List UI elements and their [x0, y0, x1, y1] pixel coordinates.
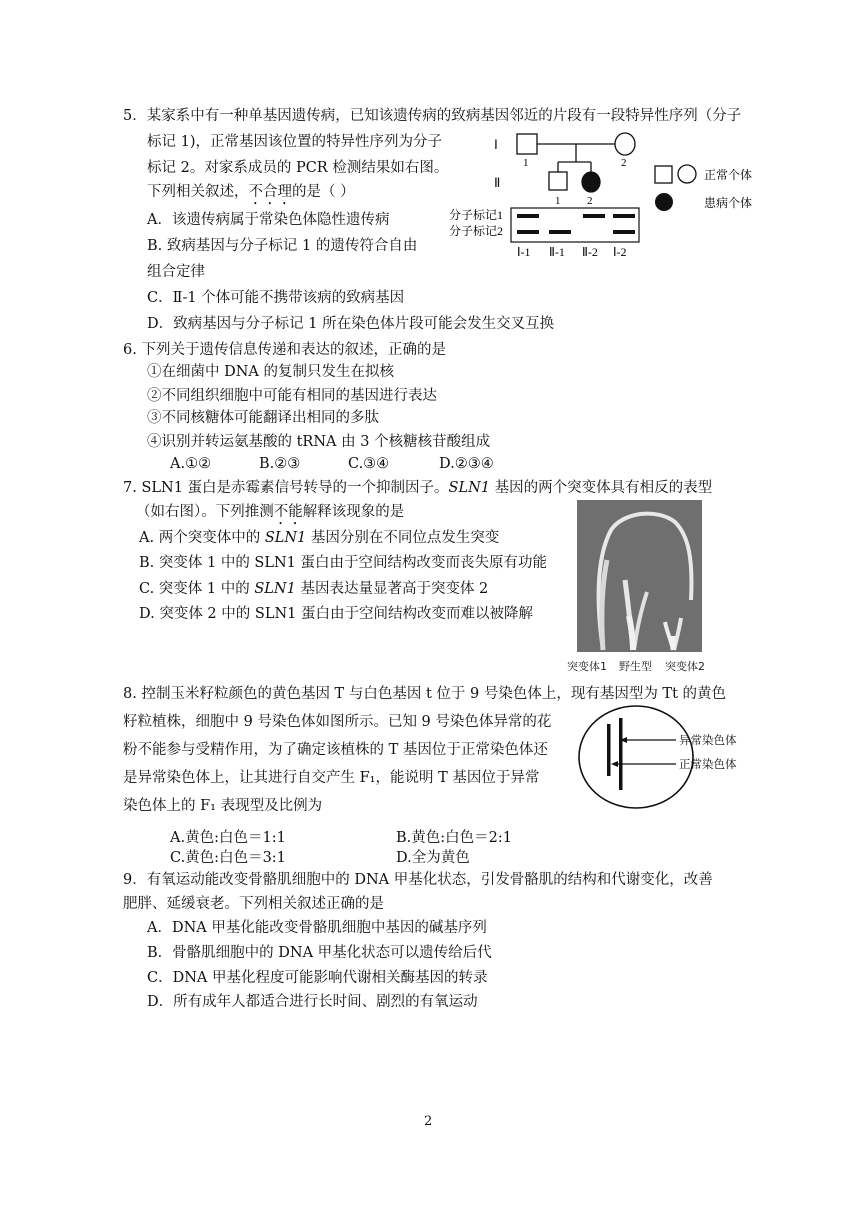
cell-circle	[579, 706, 693, 808]
q9-option-a: A．DNA 甲基化能改变骨骼肌细胞中基因的碱基序列	[147, 920, 487, 936]
q6-statement-4: ④识别并转运氨基酸的 tRNA 由 3 个核糖核苷酸组成	[147, 434, 491, 450]
q7-option-a: A. 两个突变体中的 SLN1 基因分别在不同位点发生突变	[139, 530, 500, 546]
lane-label: Ⅱ-2	[582, 245, 598, 259]
q8-option-b: B.黄色:白色＝2:1	[396, 830, 512, 846]
q8-stem-line2: 籽粒植株，细胞中 9 号染色体如图所示。已知 9 号染色体异常的花	[123, 714, 552, 730]
q7-option-c: C. 突变体 1 中的 SLN1 基因表达量显著高于突变体 2	[139, 581, 489, 597]
photo-label-wildtype: 野生型	[619, 660, 652, 673]
q5-option-b-line1: B. 致病基因与分子标记 1 的遗传符合自由	[147, 238, 418, 254]
q6-stem: 6. 下列关于遗传信息传递和表达的叙述，正确的是	[123, 342, 446, 358]
q6-option-c: C.③④	[348, 456, 390, 472]
lane-label: Ⅰ-1	[517, 245, 531, 259]
marker1-label: 分子标记1	[449, 208, 504, 222]
q9-option-d: D．所有成年人都适合进行长时间、剧烈的有氧运动	[147, 994, 478, 1010]
legend-affected-label: 患病个体	[704, 196, 753, 210]
photo-label-mutant2: 突变体2	[665, 660, 705, 673]
q9-stem-line2: 肥胖、延缓衰老。下列相关叙述正确的是	[123, 896, 384, 912]
pedigree-I1-male-normal	[517, 134, 537, 154]
q5-stem-line1: 5．某家系中有一种单基因遗传病，已知该遗传病的致病基因邻近的片段有一段特异性序列（分子	[123, 108, 742, 124]
gel-box	[511, 208, 639, 242]
q7-stem-line2: （如右图）。下列推测不能解释该现象的是	[136, 504, 405, 520]
gen-2-label: Ⅱ	[494, 175, 501, 190]
q5-option-a: A．该遗传病属于常染色体隐性遗传病	[147, 212, 390, 228]
q6-statement-1: ①在细菌中 DNA 的复制只发生在拟核	[147, 364, 395, 380]
lane-label: Ⅱ-1	[549, 245, 565, 259]
lane-label: Ⅰ-2	[613, 245, 627, 259]
q6-statement-3: ③不同核糖体可能翻译出相同的多肽	[147, 410, 379, 426]
legend-circle-icon	[678, 165, 696, 183]
ii1-number: 1	[555, 195, 561, 207]
q8-stem-line3: 粉不能参与受精作用，为了确定该植株的 T 基因位于正常染色体还	[123, 742, 548, 758]
q5-option-c: C．Ⅱ-1 个体可能不携带该病的致病基因	[147, 290, 405, 306]
q5-option-d: D．致病基因与分子标记 1 所在染色体片段可能会发生交叉互换	[147, 316, 555, 332]
chromosome-figure	[576, 702, 746, 812]
q5-option-b-line2: 组合定律	[147, 264, 205, 280]
q7-emphasis: 不能	[273, 504, 303, 520]
pedigree-II1-male-normal	[549, 172, 567, 190]
q9-option-c: C．DNA 甲基化程度可能影响代谢相关酶基因的转录	[147, 970, 488, 986]
q6-option-b: B.②③	[259, 456, 301, 472]
band-I1-m1	[517, 214, 539, 218]
legend-square-icon	[655, 166, 672, 183]
q8-stem-line4: 是异常染色体上，让其进行自交产生 F₁，能说明 T 基因位于异常	[123, 770, 540, 786]
marker2-label: 分子标记2	[449, 224, 504, 238]
ii2-number: 2	[587, 195, 593, 207]
q8-option-a: A.黄色:白色＝1:1	[170, 830, 286, 846]
q5-emphasis: 不合理	[248, 184, 292, 200]
legend-normal-label: 正常个体	[704, 168, 753, 182]
q9-stem-line1: 9．有氧运动能改变骨骼肌细胞中的 DNA 甲基化状态，引发骨骼肌的结构和代谢变化，改善	[123, 872, 713, 888]
pedigree-II2-female-affected	[582, 172, 600, 192]
i2-number: 2	[621, 157, 627, 169]
q8-option-d: D.全为黄色	[396, 850, 470, 866]
q7-stem-line1: 7. SLN1 蛋白是赤霉素信号转导的一个抑制因子。SLN1 基因的两个突变体具有相反的表型	[123, 480, 713, 496]
normal-chromosome	[619, 718, 623, 790]
label-abnormal-chromosome: 异常染色体	[679, 733, 737, 747]
legend-affected-icon	[655, 193, 673, 211]
q6-statement-2: ②不同组织细胞中可能有相同的基因进行表达	[147, 388, 437, 404]
q5-stem-line4: 下列相关叙述，不合理的是（ ）	[147, 184, 355, 200]
band-II2-m1	[583, 214, 605, 218]
q8-stem-line5: 染色体上的 F₁ 表现型及比例为	[123, 798, 323, 814]
page-number: 2	[424, 1114, 433, 1129]
gen-1-label: Ⅰ	[494, 137, 498, 152]
q6-option-a: A.①②	[170, 456, 212, 472]
abnormal-chromosome	[607, 724, 611, 776]
q5-stem-line3: 标记 2。对家系成员的 PCR 检测结果如右图。	[147, 160, 449, 176]
band-II1-m2	[549, 230, 571, 234]
pedigree-figure	[445, 124, 785, 264]
mutant-photo	[567, 500, 713, 676]
q6-option-d: D.②③④	[439, 456, 494, 472]
band-I2-m1	[613, 214, 635, 218]
photo-label-mutant1: 突变体1	[567, 660, 607, 673]
q7-option-b: B. 突变体 1 中的 SLN1 蛋白由于空间结构改变而丧失原有功能	[139, 555, 548, 571]
photo-background	[577, 500, 702, 652]
pedigree-I2-female-normal	[615, 133, 635, 155]
q9-option-b: B．骨骼肌细胞中的 DNA 甲基化状态可以遗传给后代	[147, 945, 492, 961]
i1-number: 1	[523, 157, 529, 169]
q8-stem-line1: 8. 控制玉米籽粒颜色的黄色基因 T 与白色基因 t 位于 9 号染色体上，现有基因型为 Tt 的黄色	[123, 686, 727, 702]
q8-option-c: C.黄色:白色＝3:1	[170, 850, 286, 866]
label-normal-chromosome: 正常染色体	[679, 757, 737, 771]
band-I2-m2	[613, 230, 635, 234]
q7-option-d: D. 突变体 2 中的 SLN1 蛋白由于空间结构改变而难以被降解	[139, 606, 533, 622]
band-I1-m2	[517, 230, 539, 234]
q5-stem-line2: 标记 1)，正常基因该位置的特异性序列为分子	[147, 134, 442, 150]
